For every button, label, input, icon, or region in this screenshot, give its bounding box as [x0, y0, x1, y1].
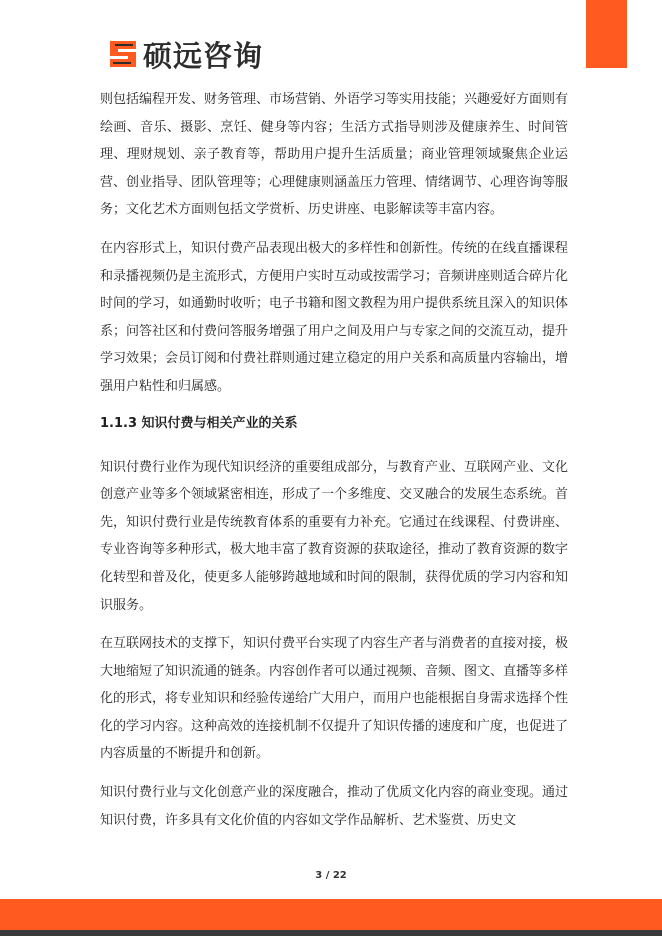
paragraph: 则包括编程开发、财务管理、市场营销、外语学习等实用技能；兴趣爱好方面则有绘画、音乐、摄影、烹饪、健身等内容；生活方式指导则涉及健康养生、时间管理、理财规划、亲子教育等，帮助用户提升生活质量；商业管理领域聚焦企业运营、创业指导、团队管理等；心理健康则涵盖压力管理、情绪调节、心理咨询等服务；文化艺术方面则包括文学赏析、历史讲座、电影解读等丰富内容。 — [100, 92, 569, 218]
section-heading: 1.1.3 知识付费与相关产业的关系 — [100, 415, 298, 431]
paragraph: 在互联网技术的支撑下，知识付费平台实现了内容生产者与消费者的直接对接，极大地缩短了知识流通的链条。内容创作者可以通过视频、音频、图文、直播等多样化的形式，将专业知识和经验传递给广大用户，而用户也能根据自身需求选择个性化的学习内容。这种高效的连接机制不仅提升了知识传播的速度和广度，也促进了内容质量的不断提升和创新。 — [100, 636, 569, 762]
paragraph: 在内容形式上，知识付费产品表现出极大的多样性和创新性。传统的在线直播课程和录播视频仍是主流形式，方便用户实时互动或按需学习；音频讲座则适合碎片化时间的学习，如通勤时收听；电子书籍和图文教程为用户提供系统且深入的知识体系；问答社区和付费问答服务增强了用户之间及用户与专家之间的交流互动，提升学习效果；会员订阅和付费社群则通过建立稳定的用户关系和高质量内容输出，增强用户粘性和归属感。 — [100, 240, 569, 394]
company-logo — [107, 34, 263, 74]
document-body — [100, 86, 568, 845]
page-number: 3 / 22 — [315, 870, 347, 881]
logo-text: 硕远咨询 — [143, 38, 264, 73]
footer-accent-bar — [0, 899, 662, 930]
corner-accent-tab — [586, 0, 627, 68]
footer-dark-strip — [0, 930, 662, 936]
shuoyuan-logo-icon — [107, 38, 139, 70]
paragraph: 知识付费行业作为现代知识经济的重要组成部分，与教育产业、互联网产业、文化创意产业等多个领域紧密相连，形成了一个多维度、交叉融合的发展生态系统。首先，知识付费行业是传统教育体系的重要有力补充。它通过在线课程、付费讲座、专业咨询等多种形式，极大地丰富了教育资源的获取途径，推动了教育资源的数字化转型和普及化，使更多人能够跨越地域和时间的限制，获得优质的学习内容和知识服务。 — [100, 459, 569, 613]
paragraph: 知识付费行业与文化创意产业的深度融合，推动了优质文化内容的商业变现。通过知识付费，许多具有文化价值的内容如文学作品解析、艺术鉴赏、历史文 — [100, 785, 569, 828]
